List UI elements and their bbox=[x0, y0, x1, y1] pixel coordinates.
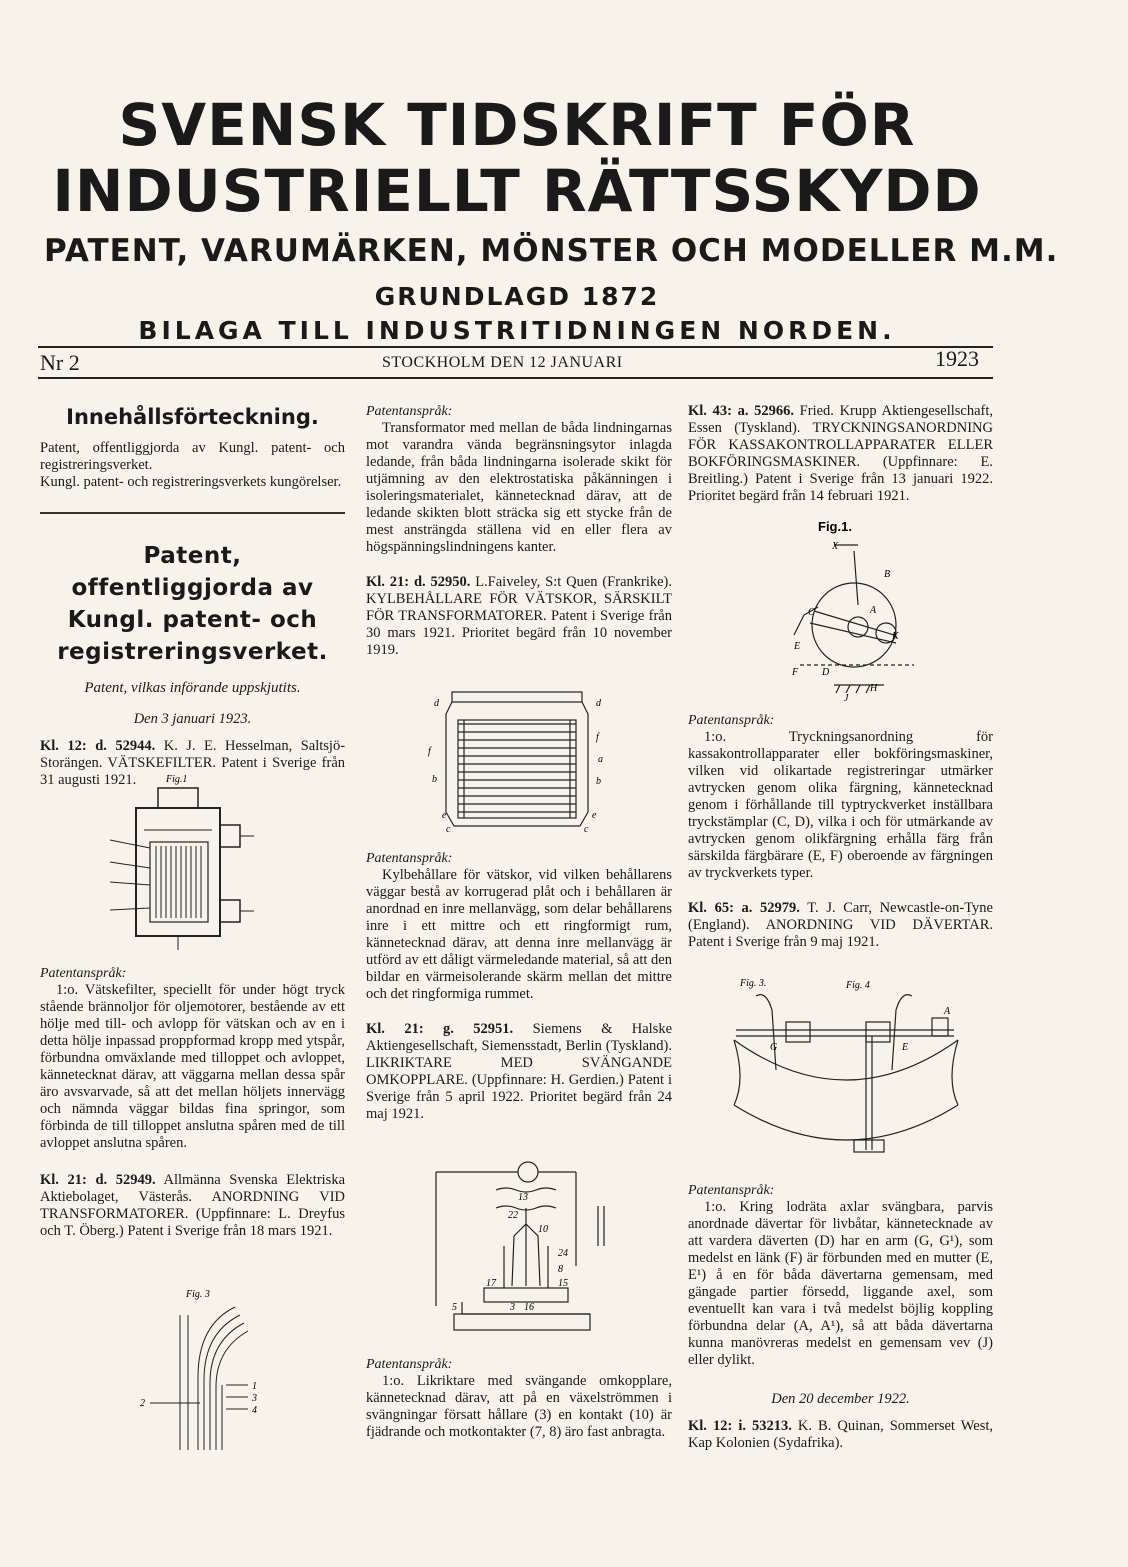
masthead-title-line2: INDUSTRIELLT RÄTTSSKYDD bbox=[52, 157, 982, 225]
svg-text:3: 3 bbox=[252, 1393, 257, 1404]
patent-class: Kl. 12: i. 53213. bbox=[688, 1418, 792, 1434]
svg-text:A: A bbox=[870, 605, 877, 616]
filter-figure bbox=[108, 770, 258, 955]
column-1-section bbox=[40, 540, 345, 789]
svg-text:d: d bbox=[596, 698, 601, 709]
patent-entry-52966 bbox=[688, 403, 993, 505]
svg-text:D: D bbox=[822, 667, 830, 678]
patent-entry-52949 bbox=[40, 1172, 345, 1240]
section-subtitle: Patent, vilkas införande uppskjutits. bbox=[84, 680, 301, 696]
issue-year: 1923 bbox=[935, 346, 979, 371]
svg-text:C: C bbox=[808, 607, 815, 618]
section-title: Patent, offentliggjorda av Kungl. patent- och registreringsverket. bbox=[57, 543, 328, 665]
patent-class: Kl. 21: g. 52951. bbox=[366, 1021, 514, 1037]
svg-text:3: 3 bbox=[510, 1302, 515, 1313]
issue-dateline: STOCKHOLM DEN 12 JANUARI bbox=[382, 354, 623, 371]
claim-text: 1:o. Likriktare med svängande omkopplare, kännetecknad därav, att på en växelströmmen i svängningar försatt hållare (3) en kontakt (10) är fjädrande och motkontakter (7, 8) äro fast anbragta. bbox=[366, 1373, 672, 1440]
patent-entry-52951 bbox=[366, 1021, 672, 1123]
column-1 bbox=[40, 404, 345, 491]
patent-text: Allmänna Svenska Elektriska Aktiebolaget, Västerås. ANORDNING VID TRANSFORMATORER. (Uppfinnare: L. Dreyfus och T. Öberg.) Patent i Sverige från 18 mars 1921. bbox=[40, 1172, 346, 1239]
toc-divider bbox=[40, 512, 345, 514]
transformer-figure bbox=[140, 1285, 280, 1455]
svg-text:c: c bbox=[446, 824, 451, 834]
claim-text-52949: Transformator med mellan de båda lindningarnas mot varandra vända begränsningsytor inlagda ledande, från båda lindningarna isolerade skikt för utjämning av den elektrostatiska påkänningen i isoleringsmaterialet, kännetecknad därav, att de ledande skikten blott sträcka sig ett stycke från de mest ansträngda ställena vid en eller flera av högspänningslindningens kanter. bbox=[366, 420, 672, 555]
svg-text:f: f bbox=[428, 746, 431, 757]
claim-text: 1:o. Kring lodräta axlar svängbara, parvis anordnade dävertar för livbåtar, kännetecknade av att vardera däverten (D) har en arm (G, G¹), som medelst en länk (F) är förbunden med en mutter (E, E¹) å en för båda dävertarna gemensam, med gängade partier försedd, liggande axel, som eventuellt kan vara i två medelst böjlig koppling förbundna delar (A, A¹), så att båda dävertarna kunna manövreras medelst en gemensam vev (J) eller dylikt. bbox=[688, 1199, 993, 1368]
issue-number: Nr 2 bbox=[40, 350, 80, 375]
printing-mechanism-figure bbox=[774, 515, 924, 705]
claim-text: 1:o. Vätskefilter, speciellt för under högt tryck stående brännoljor för oljemotorer, bestående av ett hölje med till- och avlopp för vätskan och av en i detta hölje inpassad proppformad kropp med ytspår, förbundna omväxlande med tilloppet och avloppet, kännetecknat därav, att väggarna mellan dessa spår äro avsvarvade, så att det mellan höljets innervägg och nämnda väggar bildas fina springor, som förbinda de till tilloppet anslutna spåren med de till avloppet anslutna spåren. bbox=[40, 982, 345, 1151]
toc-item: Kungl. patent- och registreringsverkets kungörelser. bbox=[40, 474, 342, 490]
patent-text: L.Faiveley, S:t Quen (Frankrike). KYLBEHÅLLARE FÖR VÄTSKOR, SÄRSKILT FÖR TRANSFORMATORER. Patent i Sverige från 30 mars 1921. Prioritet begärd från 10 november 1919. bbox=[366, 574, 673, 658]
svg-text:13: 13 bbox=[518, 1192, 528, 1203]
davit-figure bbox=[726, 970, 966, 1170]
svg-text:e: e bbox=[442, 810, 447, 821]
figure-label: Fig.1 bbox=[166, 774, 188, 785]
masthead-rule-top bbox=[38, 346, 993, 348]
svg-text:16: 16 bbox=[524, 1302, 534, 1313]
date-heading: Den 3 januari 1923. bbox=[133, 711, 252, 727]
svg-text:17: 17 bbox=[486, 1278, 496, 1289]
patent-text: Fried. Krupp Aktiengesellschaft, Essen (Tyskland). TRYCKNINGSANORDNING FÖR KASSAKONTROLLAPPARATER ELLER BOKFÖRINGSMASKINER. (Uppfinnare: E. Breitling.) Patent i Sverige från 13 januari 1922. Prioritet begärd från 14 februari 1921. bbox=[688, 403, 994, 504]
claim-text: Kylbehållare för vätskor, vid vilken behållarens väggar bestå av korrugerad plåt och i behållaren är anordnad en inre mellanvägg, som delar behållarens inre i ett mittre och ett ringformigt rum, kännetecknad därav, att denna inre mellanvägg är utförd av ett dåligt värmeledande material, så att den bildar en värmeisolerande skärm mellan det mittre och det ringformiga rummet. bbox=[366, 867, 672, 1002]
patent-class: Kl. 12: d. 52944. bbox=[40, 738, 156, 754]
svg-text:H: H bbox=[870, 683, 878, 694]
svg-text:d: d bbox=[434, 698, 439, 709]
svg-text:A: A bbox=[944, 1006, 951, 1017]
claims-52966 bbox=[688, 712, 993, 951]
patent-text: T. J. Carr, Newcastle-on-Tyne (England). ANORDNING VID DÄVERTAR. Patent i Sverige från 9 maj 1921. bbox=[688, 900, 993, 950]
svg-text:f: f bbox=[596, 732, 599, 743]
claims-52944 bbox=[40, 965, 345, 1240]
svg-text:8: 8 bbox=[558, 1264, 563, 1275]
svg-text:e: e bbox=[592, 810, 597, 821]
svg-text:c: c bbox=[584, 824, 589, 834]
patent-text: Siemens & Halske Aktiengesellschaft, Siemensstadt, Berlin (Tyskland). LIKRIKTARE MED SVÄNGANDE OMKOPPLARE. (Uppfinnare: H. Gerdien.) Patent i Sverige från 5 april 1922. Prioritet begärd från 24 maj 1921. bbox=[366, 1021, 673, 1122]
svg-text:1: 1 bbox=[252, 1381, 257, 1392]
patent-entry-52979 bbox=[688, 900, 993, 951]
patent-class: Kl. 65: a. 52979. bbox=[688, 900, 800, 916]
claims-label: Patentanspråk: bbox=[688, 1183, 775, 1198]
masthead-supplement: BILAGA TILL INDUSTRITIDNINGEN NORDEN. bbox=[138, 316, 896, 345]
svg-text:F: F bbox=[792, 667, 799, 678]
figure-label: Fig.1. bbox=[818, 519, 852, 534]
svg-text:B: B bbox=[884, 569, 891, 580]
figure-label: Fig. 3. bbox=[740, 978, 767, 989]
svg-text:G: G bbox=[770, 1042, 778, 1053]
column-2 bbox=[366, 403, 672, 659]
svg-text:b: b bbox=[596, 776, 601, 787]
figure-label: Fig. 3 bbox=[186, 1289, 210, 1300]
patent-text: K. J. E. Hesselman, Saltsjö-Storängen. VÄTSKEFILTER. Patent i Sverige från 31 augusti 1921. bbox=[40, 738, 346, 788]
claims-label: Patentanspråk: bbox=[366, 404, 453, 419]
svg-text:4: 4 bbox=[252, 1405, 257, 1416]
masthead-founded: GRUNDLAGD 1872 bbox=[374, 282, 660, 311]
claims-label: Patentanspråk: bbox=[366, 851, 453, 866]
patent-class: Kl. 21: d. 52950. bbox=[366, 574, 471, 590]
patent-text: K. B. Quinan, Sommerset West, Kap Kolonien (Sydafrika). bbox=[688, 1418, 993, 1451]
figure-label: Fig. 4 bbox=[846, 980, 870, 991]
masthead-subtitle: PATENT, VARUMÄRKEN, MÖNSTER OCH MODELLER M.M. bbox=[44, 233, 1059, 269]
svg-text:24: 24 bbox=[558, 1248, 568, 1259]
patent-class: Kl. 43: a. 52966. bbox=[688, 403, 794, 419]
masthead-rule-bottom bbox=[38, 377, 993, 379]
toc-title: Innehållsförteckning. bbox=[66, 405, 319, 429]
svg-text:22: 22 bbox=[508, 1210, 518, 1221]
svg-text:E: E bbox=[794, 641, 801, 652]
claims-52950 bbox=[366, 850, 672, 1123]
rectifier-figure bbox=[426, 1146, 612, 1346]
claims-52951 bbox=[366, 1356, 672, 1441]
svg-text:2: 2 bbox=[140, 1398, 145, 1409]
masthead-title-line1: SVENSK TIDSKRIFT FÖR bbox=[118, 91, 916, 159]
svg-text:K: K bbox=[892, 631, 899, 642]
svg-text:15: 15 bbox=[558, 1278, 568, 1289]
column-3 bbox=[688, 403, 993, 505]
svg-text:5: 5 bbox=[452, 1302, 457, 1313]
claims-label: Patentanspråk: bbox=[366, 1357, 453, 1372]
claims-label: Patentanspråk: bbox=[688, 713, 775, 728]
svg-text:X: X bbox=[832, 541, 839, 552]
svg-text:J: J bbox=[844, 693, 849, 704]
claim-text: 1:o. Tryckningsanordning för kassakontrollapparater eller bokföringsmaskiner, vilken vid olikartade registreringar utmärker avtrycken genom olika färgning, kännetecknad genom i förhållande till typtryckverket inställbara tryckstämplar (C, D), vilka i och för utmärkande av avtrycken genom olikfärgning erhålla färg från särskilda färgbärare (E, F) oberoende av färgningen av tryckverkets typer. bbox=[688, 729, 993, 881]
patent-entry-52950 bbox=[366, 574, 672, 659]
svg-text:E: E bbox=[902, 1042, 909, 1053]
svg-text:10: 10 bbox=[538, 1224, 548, 1235]
claims-52979 bbox=[688, 1182, 993, 1452]
patent-class: Kl. 21: d. 52949. bbox=[40, 1172, 156, 1188]
toc-item: Patent, offentliggjorda av Kungl. patent- och registreringsverket. bbox=[40, 440, 345, 473]
patent-entry-53213 bbox=[688, 1418, 993, 1452]
date-heading: Den 20 december 1922. bbox=[771, 1391, 910, 1407]
svg-text:b: b bbox=[432, 774, 437, 785]
claims-label: Patentanspråk: bbox=[40, 966, 127, 981]
svg-text:a: a bbox=[598, 754, 603, 765]
cooling-container-figure bbox=[424, 684, 614, 834]
